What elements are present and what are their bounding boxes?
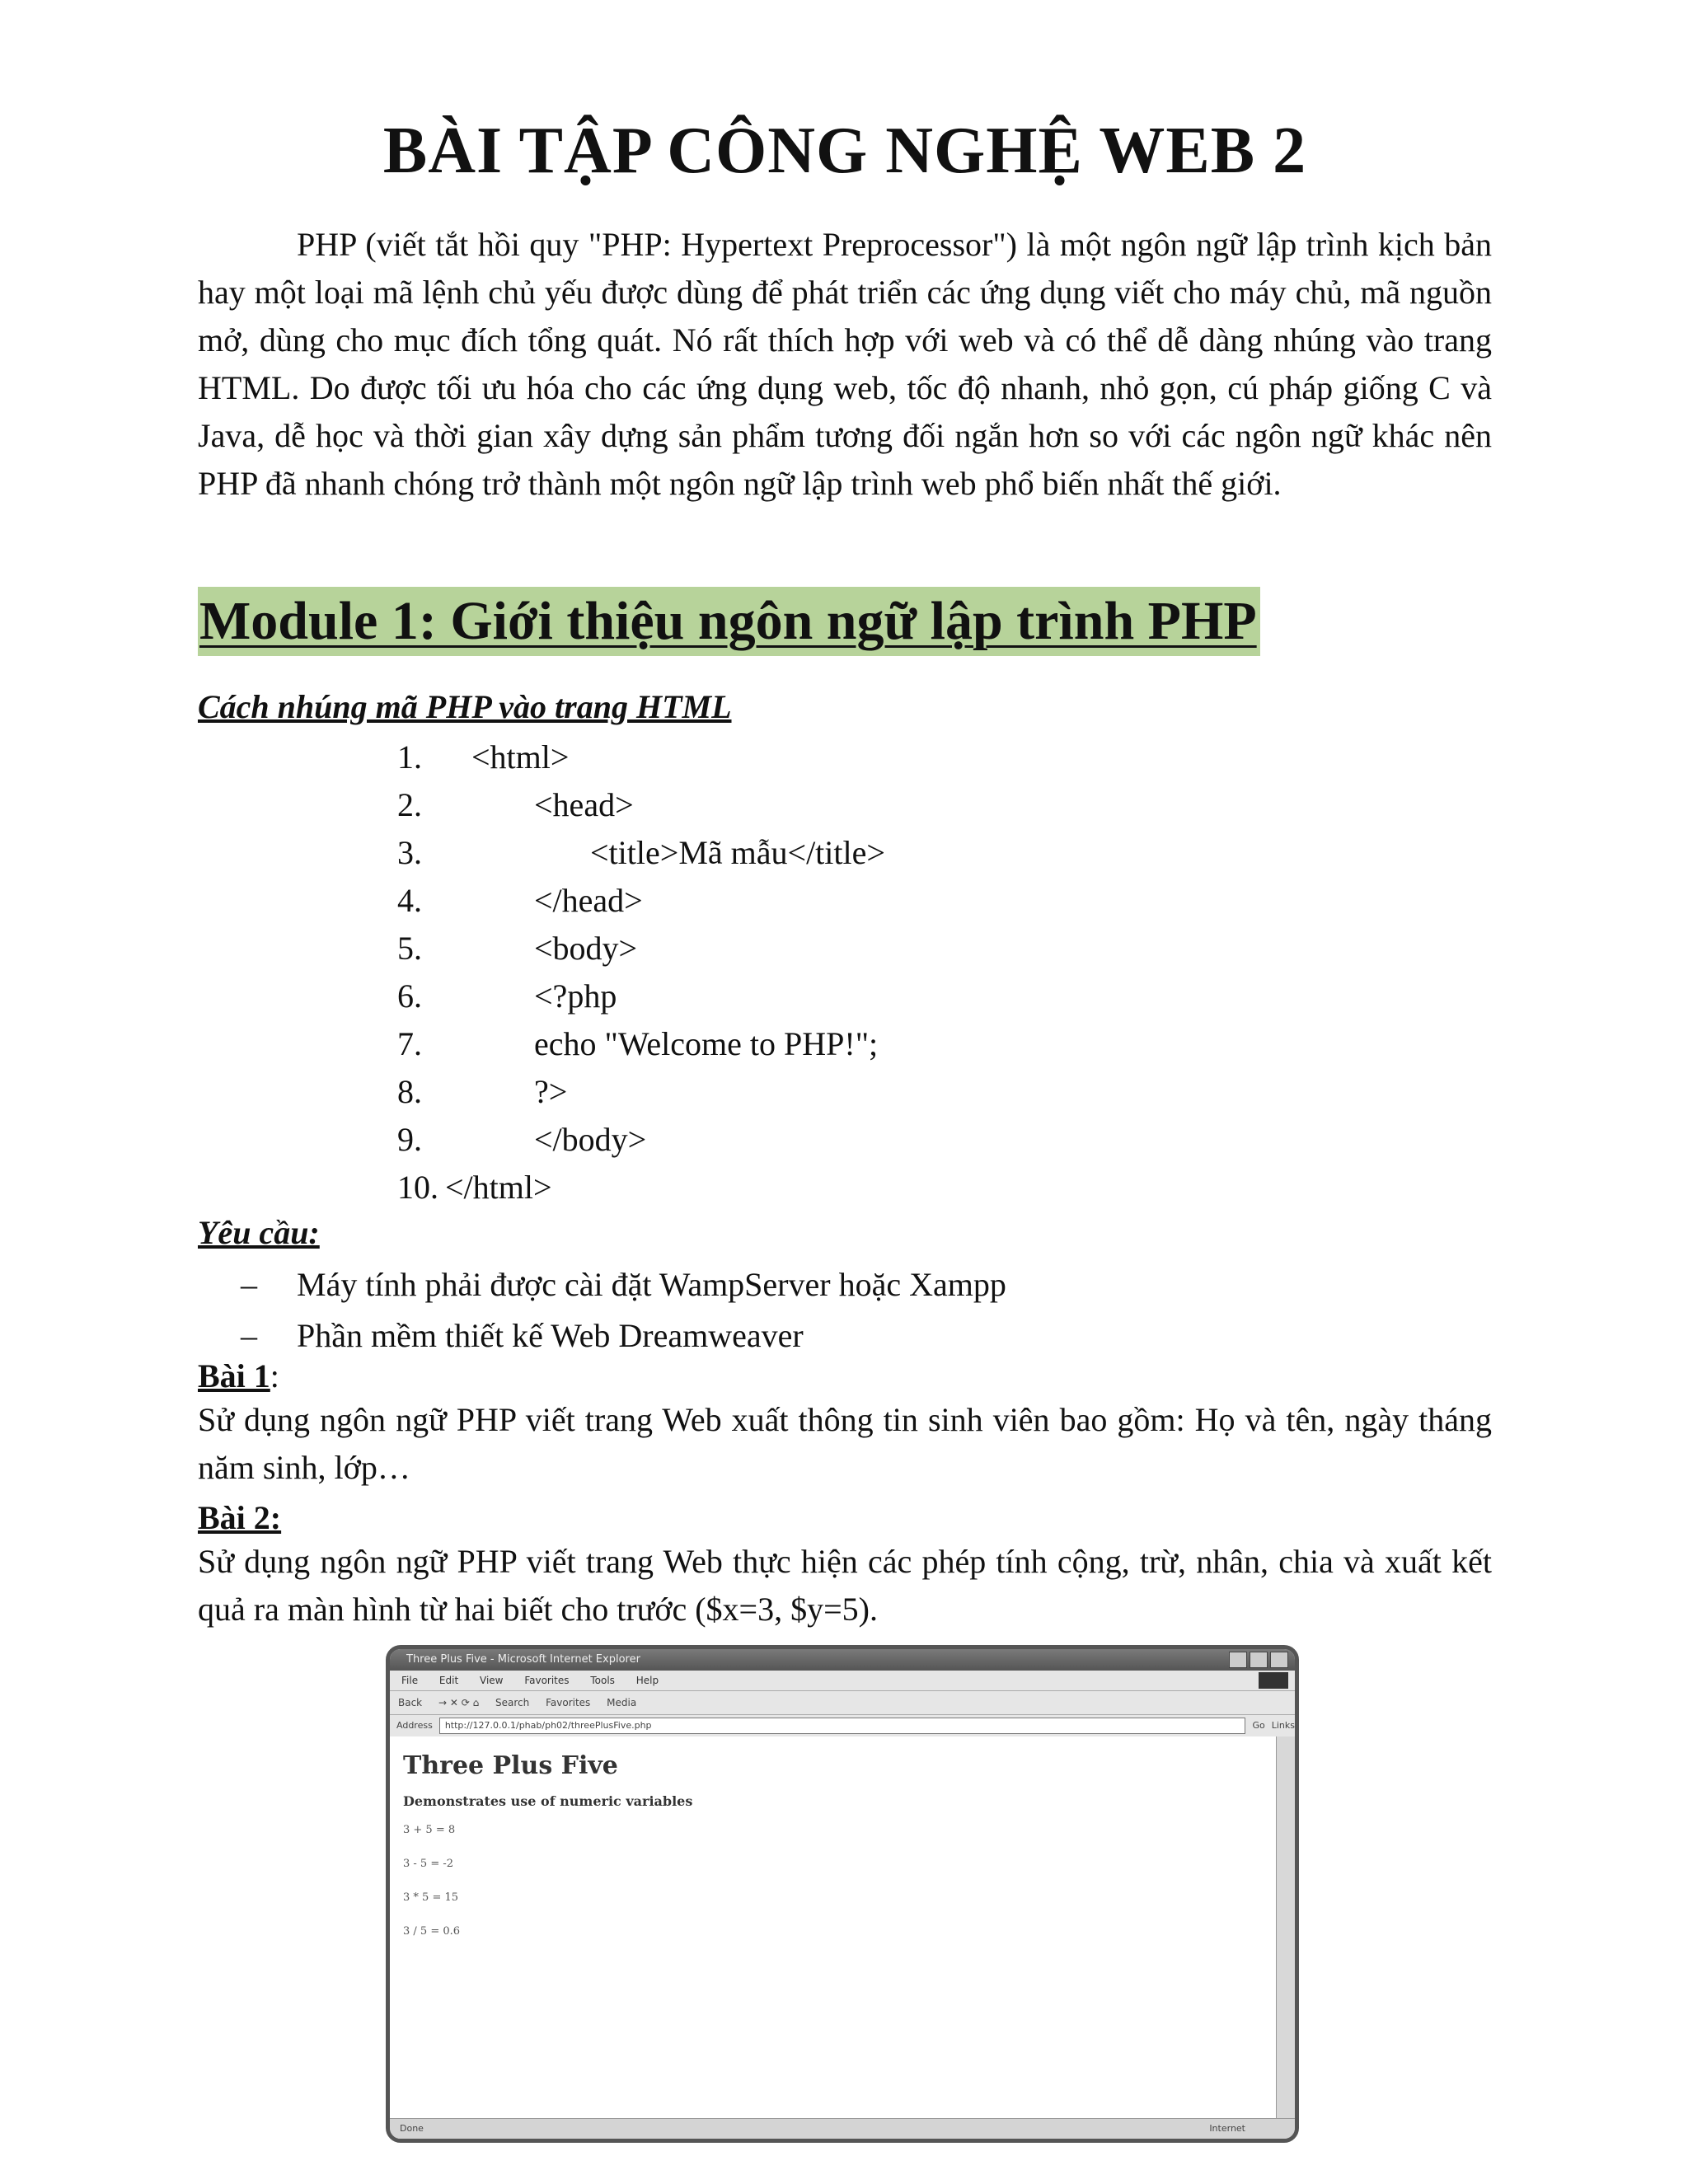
internet-zone: Internet xyxy=(1209,2123,1245,2134)
result-line: 3 / 5 = 0.6 xyxy=(403,1925,461,1938)
result-line: 3 * 5 = 15 xyxy=(403,1891,459,1904)
requirements-heading: Yêu cầu: xyxy=(198,1214,320,1251)
menu-favorites: Favorites xyxy=(524,1675,570,1686)
status-bar: Done Internet xyxy=(390,2118,1295,2139)
windows-logo-icon xyxy=(1259,1672,1288,1689)
code-line: 4. </head> xyxy=(397,882,643,919)
code-line: 1. <html> xyxy=(397,738,570,776)
page-subheading: Demonstrates use of numeric variables xyxy=(403,1793,693,1809)
close-icon xyxy=(1270,1652,1288,1668)
links-button: Links xyxy=(1271,1720,1295,1731)
result-line: 3 - 5 = -2 xyxy=(403,1858,454,1870)
menu-view: View xyxy=(480,1675,504,1686)
code-line: 7. echo "Welcome to PHP!"; xyxy=(397,1025,879,1062)
requirement-item: – Phần mềm thiết kế Web Dreamweaver xyxy=(241,1317,804,1354)
code-line: 3. <title>Mã mẫu</title> xyxy=(397,834,885,871)
embed-subheading: Cách nhúng mã PHP vào trang HTML xyxy=(198,688,732,725)
code-line: 5. <body> xyxy=(397,930,638,967)
menu-edit: Edit xyxy=(438,1675,459,1686)
menu-tools: Tools xyxy=(590,1675,615,1686)
scrollbar xyxy=(1276,1736,1295,2119)
page-heading: Three Plus Five xyxy=(403,1751,618,1780)
exercise-2-text: Sử dụng ngôn ngữ PHP viết trang Web thực hiện các phép tính cộng, trừ, nhân, chia và xuất kết quả ra màn hình từ hai biết cho trước ($x=3, $y=5). xyxy=(198,1543,1492,1628)
exercise-2-label: Bài 2: xyxy=(198,1499,282,1536)
menu-help: Help xyxy=(635,1675,659,1686)
maximize-icon xyxy=(1250,1652,1268,1668)
search-button: Search xyxy=(495,1697,530,1708)
code-line: 6. <?php xyxy=(397,977,617,1015)
nav-icons: → ✕ ⟳ ⌂ xyxy=(438,1697,480,1708)
media-button: Media xyxy=(607,1697,637,1708)
go-button: Go xyxy=(1252,1720,1265,1731)
requirements-list xyxy=(198,1259,1006,1361)
code-listing xyxy=(397,733,885,1212)
back-button: Back xyxy=(398,1697,423,1708)
code-line: 8. ?> xyxy=(397,1073,568,1110)
result-line: 3 + 5 = 8 xyxy=(403,1824,456,1836)
requirement-item: – Máy tính phải được cài đặt WampServer hoặc Xampp xyxy=(241,1266,1006,1303)
exercise-1-text: Sử dụng ngôn ngữ PHP viết trang Web xuất thông tin sinh viên bao gồm: Họ và tên, ngày tháng năm sinh, lớp… xyxy=(198,1401,1492,1486)
module-heading: Module 1: Giới thiệu ngôn ngữ lập trình PHP xyxy=(198,587,1260,656)
address-field: http://127.0.0.1/phab/ph02/threePlusFive.php xyxy=(439,1718,1246,1734)
menu-bar xyxy=(390,1671,1295,1691)
browser-toolbar xyxy=(390,1691,1295,1715)
exercise-1-label: Bài 1: xyxy=(198,1357,279,1394)
address-bar: Address http://127.0.0.1/phab/ph02/threePlusFive.php Go Links xyxy=(390,1715,1295,1737)
minimize-icon xyxy=(1229,1652,1247,1668)
code-line: 10. </html> xyxy=(397,1169,552,1206)
window-titlebar: Three Plus Five - Microsoft Internet Explorer xyxy=(390,1649,1295,1671)
favorites-button: Favorites xyxy=(546,1697,591,1708)
browser-page-content xyxy=(390,1736,1277,2119)
intro-paragraph: PHP (viết tắt hồi quy "PHP: Hypertext Preprocessor") là một ngôn ngữ lập trình kịch bản hay một loại mã lệnh chủ yếu được dùng để phát triển các ứng dụng viết cho máy chủ, mã nguồn mở, dùng cho mục đích tổng quát. Nó rất thích hợp với web và có thể dễ dàng nhúng vào trang HTML. Do được tối ưu hóa cho các ứng dụng web, tốc độ nhanh, nhỏ gọn, cú pháp giống C và Java, dễ học và thời gian xây dựng sản phẩm tương đối ngắn hơn so với các ngôn ngữ khác nên PHP đã nhanh chóng trở thành một ngôn ngữ lập trình web phổ biến nhất thế giới. xyxy=(198,226,1492,502)
browser-screenshot xyxy=(386,1645,1299,2143)
menu-file: File xyxy=(401,1675,419,1686)
code-line: 9. </body> xyxy=(397,1121,647,1158)
document-title: BÀI TẬP CÔNG NGHỆ WEB 2 xyxy=(382,115,1307,187)
code-line: 2. <head> xyxy=(397,786,634,823)
